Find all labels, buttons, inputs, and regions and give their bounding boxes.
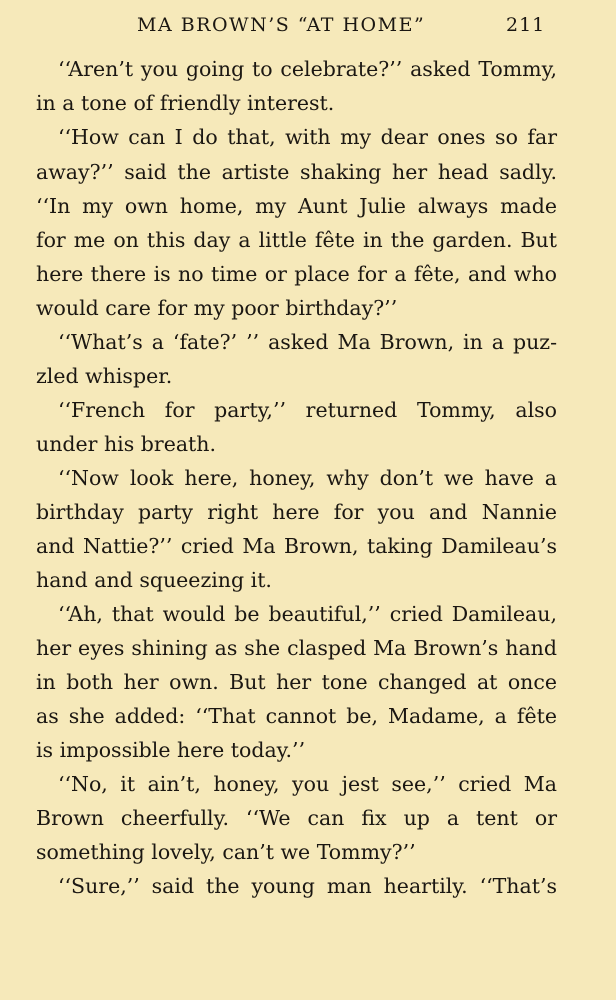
text-line: in both her own. But her tone changed at once bbox=[36, 670, 557, 694]
text-line: here there is no time or place for a fête, and who bbox=[36, 262, 557, 286]
text-line: ‘‘In my own home, my Aunt Julie always made bbox=[36, 194, 557, 218]
text-line: as she added: ‘‘That cannot be, Madame, a fête bbox=[36, 704, 557, 728]
text-line: ‘‘How can I do that, with my dear ones so far bbox=[58, 125, 557, 149]
text-line: ‘‘French for party,’’ returned Tommy, also bbox=[58, 398, 557, 422]
text-line: ‘‘No, it ain’t, honey, you jest see,’’ cried Ma bbox=[58, 772, 557, 796]
text-line: is impossible here today.’’ bbox=[36, 738, 306, 762]
text-line: ‘‘Ah, that would be beautiful,’’ cried Damileau, bbox=[58, 602, 557, 626]
text-line: ‘‘What’s a ‘fate?’ ’’ asked Ma Brown, in a puz- bbox=[58, 330, 557, 354]
text-line: away?’’ said the artiste shaking her head sadly. bbox=[36, 160, 557, 184]
text-line: and Nattie?’’ cried Ma Brown, taking Damileau’s bbox=[36, 534, 557, 558]
text-line: her eyes shining as she clasped Ma Brown’s hand bbox=[36, 636, 557, 660]
text-line: Brown cheerfully. ‘‘We can fix up a tent or bbox=[36, 806, 557, 830]
text-line: hand and squeezing it. bbox=[36, 568, 272, 592]
text-line: ‘‘Aren’t you going to celebrate?’’ asked Tommy, bbox=[58, 57, 557, 81]
page-number: 211 bbox=[506, 14, 546, 36]
text-line: in a tone of friendly interest. bbox=[36, 91, 335, 115]
text-line: zled whisper. bbox=[36, 364, 173, 388]
text-line: something lovely, can’t we Tommy?’’ bbox=[36, 840, 416, 864]
text-line: would care for my poor birthday?’’ bbox=[36, 296, 398, 320]
text-line: ‘‘Sure,’’ said the young man heartily. ‘‘That’s bbox=[58, 874, 557, 898]
running-title: MA BROWN’S “AT HOME” bbox=[137, 14, 426, 36]
text-line: ‘‘Now look here, honey, why don’t we have a bbox=[58, 466, 557, 490]
text-line: birthday party right here for you and Nannie bbox=[36, 500, 557, 524]
text-line: for me on this day a little fête in the garden. But bbox=[36, 228, 557, 252]
text-line: under his breath. bbox=[36, 432, 217, 456]
